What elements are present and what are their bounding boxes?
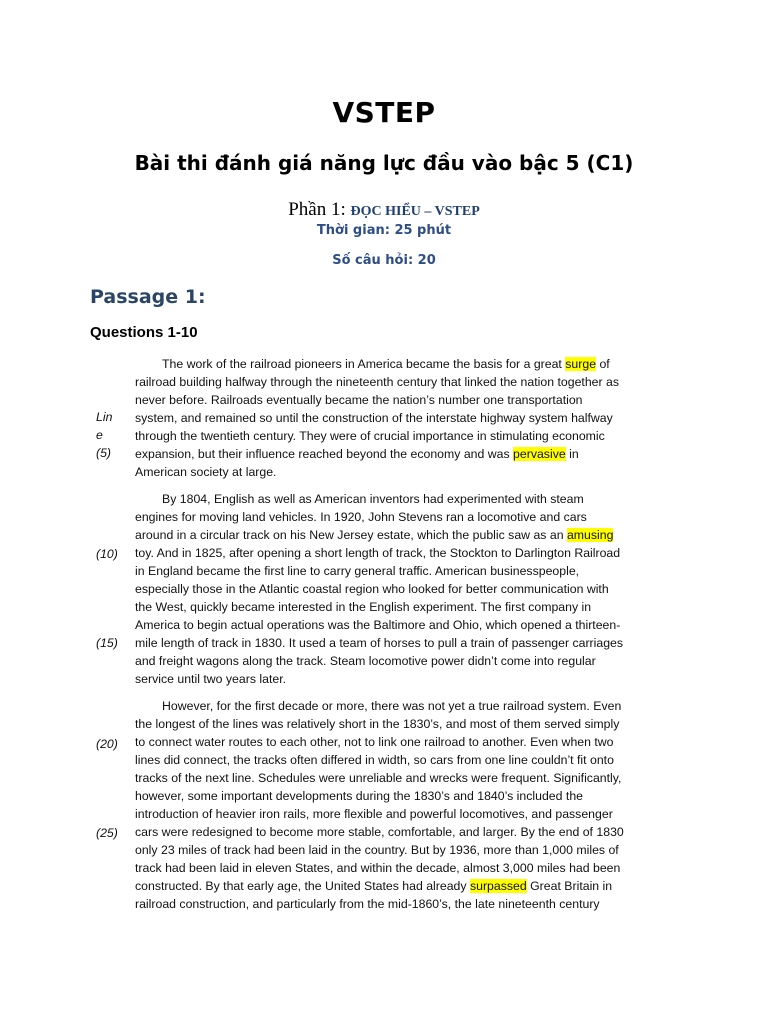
time-limit: Thời gian: 25 phút — [316, 223, 452, 238]
text-line: to connect water routes to each other, not to link one railroad to another. Even when two — [135, 735, 614, 749]
text-line: However, for the first decade or more, there was not yet a true railroad system. Even — [162, 699, 622, 713]
line-marker-10: (10) — [96, 547, 118, 561]
text-line: lines did connect, the tracks often differed in width, so cars from one line couldn’t fit onto — [135, 753, 614, 767]
line-marker-e: e — [96, 428, 103, 442]
question-count: Số câu hỏi: 20 — [332, 253, 436, 268]
text-line: The work of the railroad pioneers in America became the basis for a great surge of — [162, 357, 610, 371]
paragraph-2 — [135, 490, 635, 688]
highlighted-word: pervasive — [513, 447, 566, 461]
text-line: railroad construction, and particularly from the mid-1860’s, the late nineteenth century — [135, 897, 600, 911]
paragraph-3 — [135, 697, 635, 913]
text-line: tracks of the next line. Schedules were unreliable and wrecks were frequent. Significantly, — [135, 771, 622, 785]
line-marker-20: (20) — [96, 737, 118, 751]
line-marker-25: (25) — [96, 826, 118, 840]
part-name: ĐỌC HIỂU – VSTEP — [350, 204, 480, 219]
text-line: through the twentieth century. They were of crucial importance in stimulating economic — [135, 429, 605, 443]
text-line: mile length of track in 1830. It used a team of horses to pull a train of passenger carriages — [135, 636, 624, 650]
text-line: never before. Railroads eventually became the nation’s number one transportation — [135, 393, 583, 407]
text-line: in England became the first line to carry general traffic. American businesspeople, — [135, 564, 580, 578]
text-line: American society at large. — [135, 465, 277, 479]
text-line: constructed. By that early age, the United States had already surpassed Great Britain in — [135, 879, 613, 893]
text-line: railroad building halfway through the nineteenth century that linked the nation together as — [135, 375, 620, 389]
text-line: expansion, but their influence reached beyond the economy and was pervasive in — [135, 447, 579, 461]
paragraph-1 — [135, 355, 635, 481]
line-marker-line: Lin — [96, 410, 113, 424]
document-title: VSTEP — [332, 96, 436, 129]
text-line: however, some important developments during the 1830’s and 1840’s included the — [135, 789, 583, 803]
text-line: introduction of heavier iron rails, more flexible and powerful locomotives, and passenger — [135, 807, 613, 821]
highlighted-word: surge — [565, 357, 597, 371]
text-line: America to begin actual operations was the Baltimore and Ohio, which opened a thirteen- — [135, 618, 621, 632]
text-line: only 23 miles of track had been laid in the country. But by 1936, more than 1,000 miles of — [135, 843, 619, 857]
text-line: around in a circular track on his New Jersey estate, which the public saw as an amusing — [135, 528, 614, 542]
text-line: engines for moving land vehicles. In 1920, John Stevens ran a locomotive and cars — [135, 510, 587, 524]
highlighted-word: surpassed — [469, 879, 527, 893]
text-line: system, and remained so until the construction of the interstate highway system halfway — [135, 411, 613, 425]
text-line: cars were redesigned to become more stable, comfortable, and larger. By the end of 1830 — [135, 825, 624, 839]
text-line: especially those in the Atlantic coastal region who looked for better communication with — [135, 582, 609, 596]
text-line: toy. And in 1825, after opening a short length of track, the Stockton to Darlington Railroad — [135, 546, 621, 560]
text-line: and freight wagons along the track. Steam locomotive power didn’t come into regular — [135, 654, 596, 668]
text-line: track had been laid in eleven States, and within the decade, almost 3,000 miles had been — [135, 861, 621, 875]
document-subtitle: Bài thi đánh giá năng lực đầu vào bậc 5 (C1) — [134, 151, 634, 175]
highlighted-word: amusing — [566, 528, 614, 542]
questions-label: Questions 1-10 — [90, 324, 198, 341]
text-line: By 1804, English as well as American inventors had experimented with steam — [162, 492, 584, 506]
part-label: Phần 1: — [288, 199, 346, 220]
line-marker-15: (15) — [96, 636, 118, 650]
line-marker-5: (5) — [96, 446, 112, 460]
text-line: service until two years later. — [135, 672, 287, 686]
passage-heading: Passage 1: — [90, 286, 206, 308]
text-line: the longest of the lines was relatively short in the 1830’s, and most of them served simply — [135, 717, 620, 731]
text-line: the West, quickly became interested in the English experiment. The first company in — [135, 600, 592, 614]
part-heading — [0, 198, 768, 224]
